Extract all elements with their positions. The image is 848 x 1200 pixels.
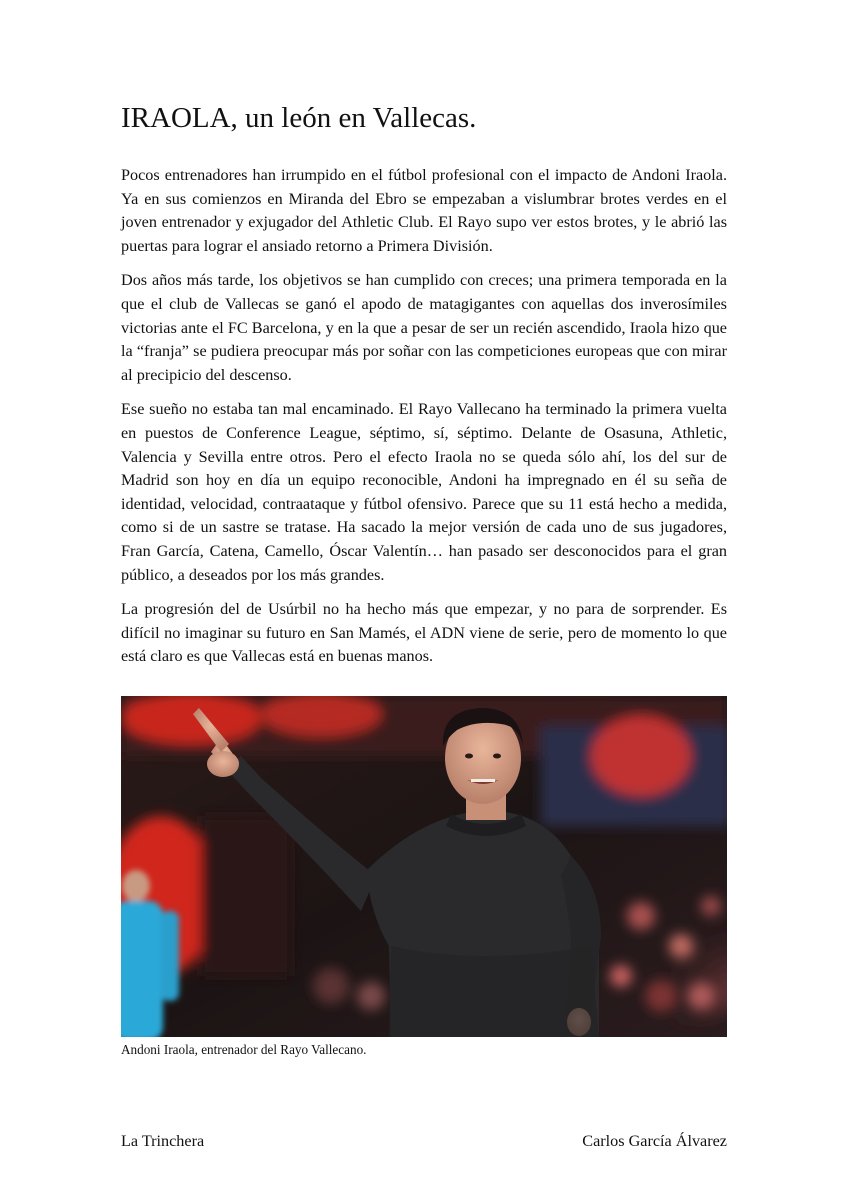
article-photo (121, 696, 727, 1037)
paragraph: Ese sueño no estaba tan mal encaminado. El Rayo Vallecano ha terminado la primera vuelta en puestos de Conference League, séptimo, sí, séptimo. Delante de Osasuna, Athletic, Valencia y Sevilla entre otros. Pero el efecto Iraola no se queda sólo ahí, los del sur de Madrid son hoy en día un equipo reconocible, Andoni ha impregnado en él su seña de identidad, velocidad, contraataque y fútbol ofensivo. Parece que su 11 está hecho a medida, como si de un sastre se tratase. Ha sacado la mejor versión de cada uno de sus jugadores, Fran García, Catena, Camello, Óscar Valentín… han pasado ser desconocidos para el gran público, a deseados por los más grandes. (121, 400, 727, 584)
footer-author: Carlos García Álvarez (582, 1132, 727, 1150)
article-title: IRAOLA, un león en Vallecas. (121, 102, 477, 134)
paragraph: Pocos entrenadores han irrumpido en el fútbol profesional con el impacto de Andoni Iraola. Ya en sus comienzos en Miranda del Ebro se empezaban a vislumbrar brotes verdes en el joven entrenador y exjugador del Athletic Club. El Rayo supo ver estos brotes, y le abrió las puertas para lograr el ansiado retorno a Primera División. (121, 166, 727, 255)
footer-publication: La Trinchera (121, 1132, 205, 1150)
article-body (121, 164, 727, 680)
photo-caption: Andoni Iraola, entrenador del Rayo Vallecano. (121, 1042, 367, 1057)
photo-illustration (121, 696, 727, 1037)
paragraph: Dos años más tarde, los objetivos se han cumplido con creces; una primera temporada en la que el club de Vallecas se ganó el apodo de matagigantes con aquellas dos inverosímiles victorias ante el FC Barcelona, y en la que a pesar de ser un recién ascendido, Iraola hizo que la “franja” se pudiera preocupar más por soñar con las competiciones europeas que con mirar al precipicio del descenso. (121, 271, 727, 384)
paragraph: La progresión del de Usúrbil no ha hecho más que empezar, y no para de sorprender. Es difícil no imaginar su futuro en San Mamés, el ADN viene de serie, pero de momento lo que está claro es que Vallecas está en buenas manos. (121, 600, 727, 666)
